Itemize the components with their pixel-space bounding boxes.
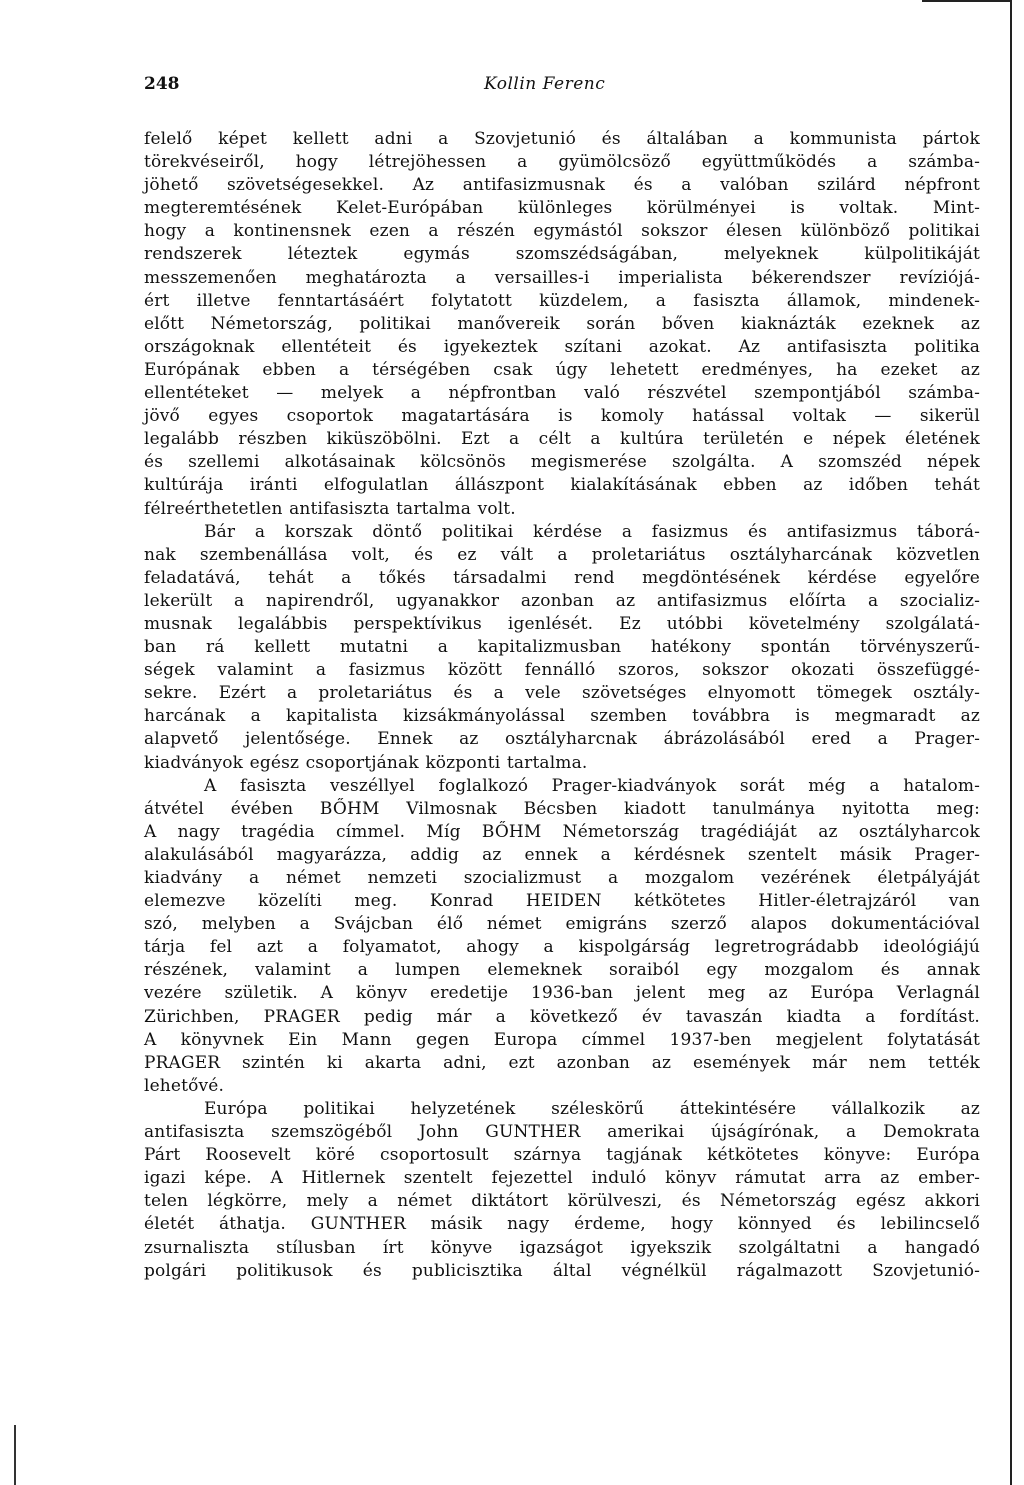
paragraph xyxy=(144,1098,980,1283)
text-line: polgári politikusok és publicisztika által végnélkül rágalmazott Szovjetunió- xyxy=(144,1260,980,1281)
text-line: PRAGER szintén ki akarta adni, ezt azonban az események már nem tették xyxy=(144,1052,980,1073)
text-line: Zürichben, PRAGER pedig már a következő év tavaszán kiadta a fordítást. xyxy=(144,1006,980,1027)
text-line: Európa politikai helyzetének széleskörű áttekintésére vállalkozik az xyxy=(204,1098,980,1119)
text-line: A könyvnek Ein Mann gegen Europa címmel 1937-ben megjelent folytatását xyxy=(144,1029,980,1050)
text-line: rendszerek léteztek egymás szomszédságában, melyeknek külpolitikáját xyxy=(144,244,980,265)
paragraph xyxy=(144,521,980,775)
text-line: részének, valamint a lumpen elemeknek soraiból egy mozgalom és annak xyxy=(144,960,980,981)
paragraph xyxy=(144,128,980,521)
text-line: legalább részben kiküszöbölni. Ezt a célt a kultúra területén e népek életének xyxy=(144,429,980,450)
text-line: Európának ebben a térségében csak úgy lehetett eredményes, ha ezeket az xyxy=(144,359,980,380)
text-line: elemezve közelíti meg. Konrad HEIDEN kétkötetes Hitler-életrajzáról van xyxy=(144,891,980,912)
scan-border-top xyxy=(922,0,1012,2)
page-header xyxy=(144,74,974,104)
text-line: előtt Németország, politikai manővereik során bőven kiaknázták ezeknek az xyxy=(144,313,980,334)
text-line: átvétel évében BŐHM Vilmosnak Bécsben kiadott tanulmánya nyitotta meg: xyxy=(144,798,980,819)
text-line: sekre. Ezért a proletariátus és a vele szövetséges elnyomott tömegek osztály- xyxy=(144,683,980,704)
text-line: feladatává, tehát a tőkés társadalmi rend megdöntésének kérdése egyelőre xyxy=(144,567,980,588)
text-line: musnak legalábbis perspektívikus igenlését. Ez utóbbi követelmény szolgálatá- xyxy=(144,613,980,634)
text-line: ban rá kellett mutatni a kapitalizmusban hatékony spontán törvényszerű- xyxy=(144,637,980,658)
text-line: kiadvány a német nemzeti szocializmust a mozgalom vezérének életpályáját xyxy=(144,868,980,888)
paragraph xyxy=(144,775,980,1098)
text-line: A nagy tragédia címmel. Míg BŐHM Németország tragédiáját az osztályharcok xyxy=(144,821,980,842)
text-line: életét áthatja. GUNTHER másik nagy érdeme, hogy könnyed és lebilincselő xyxy=(144,1214,980,1235)
text-line: lekerült a napirendről, ugyanakkor azonban az antifasizmus előírta a szocializ- xyxy=(144,590,980,611)
text-line: jövő egyes csoportok magatartására is komoly hatással voltak — sikerül xyxy=(144,406,980,427)
text-line: nak szembenállása volt, és ez vált a proletariátus osztályharcának közvetlen xyxy=(144,544,980,565)
body-text xyxy=(144,128,980,1283)
scan-border-right xyxy=(1010,0,1012,1485)
text-line: Bár a korszak döntő politikai kérdése a fasizmus és antifasizmus táborá- xyxy=(204,521,980,542)
text-line: telen légkörre, mely a német diktátort körülveszi, és Németország egész akkori xyxy=(144,1191,980,1212)
text-line: ért illetve fenntartásáért folytatott küzdelem, a fasiszta államok, mindenek- xyxy=(144,290,980,311)
text-line: országoknak ellentéteit és igyekeztek szítani azokat. Az antifasiszta politika xyxy=(144,336,980,357)
text-line: felelő képet kellett adni a Szovjetunió és általában a kommunista pártok xyxy=(144,129,980,149)
text-line: igazi képe. A Hitlernek szentelt fejezettel induló könyv rámutat arra az ember- xyxy=(144,1168,980,1189)
page-number: 248 xyxy=(144,74,180,94)
text-line: ellentéteket — melyek a népfrontban való részvétel szempontjából számba- xyxy=(144,383,980,404)
text-line: A fasiszta veszéllyel foglalkozó Prager-kiadványok sorát még a hatalom- xyxy=(204,775,980,796)
text-line: és szellemi alkotásainak kölcsönös megismerése szolgálta. A szomszéd népek xyxy=(144,452,980,473)
scan-border-left xyxy=(14,1425,16,1485)
text-line: zsurnaliszta stílusban írt könyve igazságot igyekszik szolgáltatni a hangadó xyxy=(144,1237,980,1258)
text-line: tárja fel azt a folyamatot, ahogy a kispolgárság legretrográdabb ideológiájú xyxy=(144,937,980,958)
text-line: lehetővé. xyxy=(144,1075,224,1096)
text-line: Párt Roosevelt köré csoportosult szárnya tagjának kétkötetes könyve: Európa xyxy=(144,1145,980,1166)
text-line: jöhető szövetségesekkel. Az antifasizmusnak és a valóban szilárd népfront xyxy=(144,175,980,196)
text-line: harcának a kapitalista kizsákmányolással szemben továbbra is megmaradt az xyxy=(144,706,980,727)
text-line: alapvető jelentősége. Ennek az osztályharcnak ábrázolásából ered a Prager- xyxy=(144,729,980,750)
text-line: ségek valamint a fasizmus között fennálló szoros, sokszor okozati összefüggé- xyxy=(144,660,980,681)
text-line: alakulásából magyarázza, addig az ennek a kérdésnek szentelt másik Prager- xyxy=(144,844,980,865)
text-line: hogy a kontinensnek ezen a részén egymástól sokszor élesen különböző politikai xyxy=(144,221,980,242)
text-line: kultúrája iránti elfogulatlan állászpont kialakításának ebben az időben tehát xyxy=(144,475,980,496)
text-line: messzemenően meghatározta a versailles-i imperialista békerendszer revíziójá- xyxy=(144,267,980,288)
text-line: antifasiszta szemszögéből John GUNTHER amerikai újságírónak, a Demokrata xyxy=(144,1122,980,1143)
text-line: szó, melyben a Svájcban élő német emigráns szerző alapos dokumentációval xyxy=(144,914,980,935)
text-line: vezére születik. A könyv eredetije 1936-ban jelent meg az Európa Verlagnál xyxy=(144,983,980,1004)
running-head: Kollin Ferenc xyxy=(484,74,606,94)
text-line: kiadványok egész csoportjának központi tartalma. xyxy=(144,752,588,773)
text-line: megteremtésének Kelet-Európában különleges körülményei is voltak. Mint- xyxy=(144,198,980,219)
text-line: félreérthetetlen antifasiszta tartalma volt. xyxy=(144,498,516,519)
text-line: törekvéseiről, hogy létrejöhessen a gyümölcsöző együttműködés a számba- xyxy=(144,152,980,173)
